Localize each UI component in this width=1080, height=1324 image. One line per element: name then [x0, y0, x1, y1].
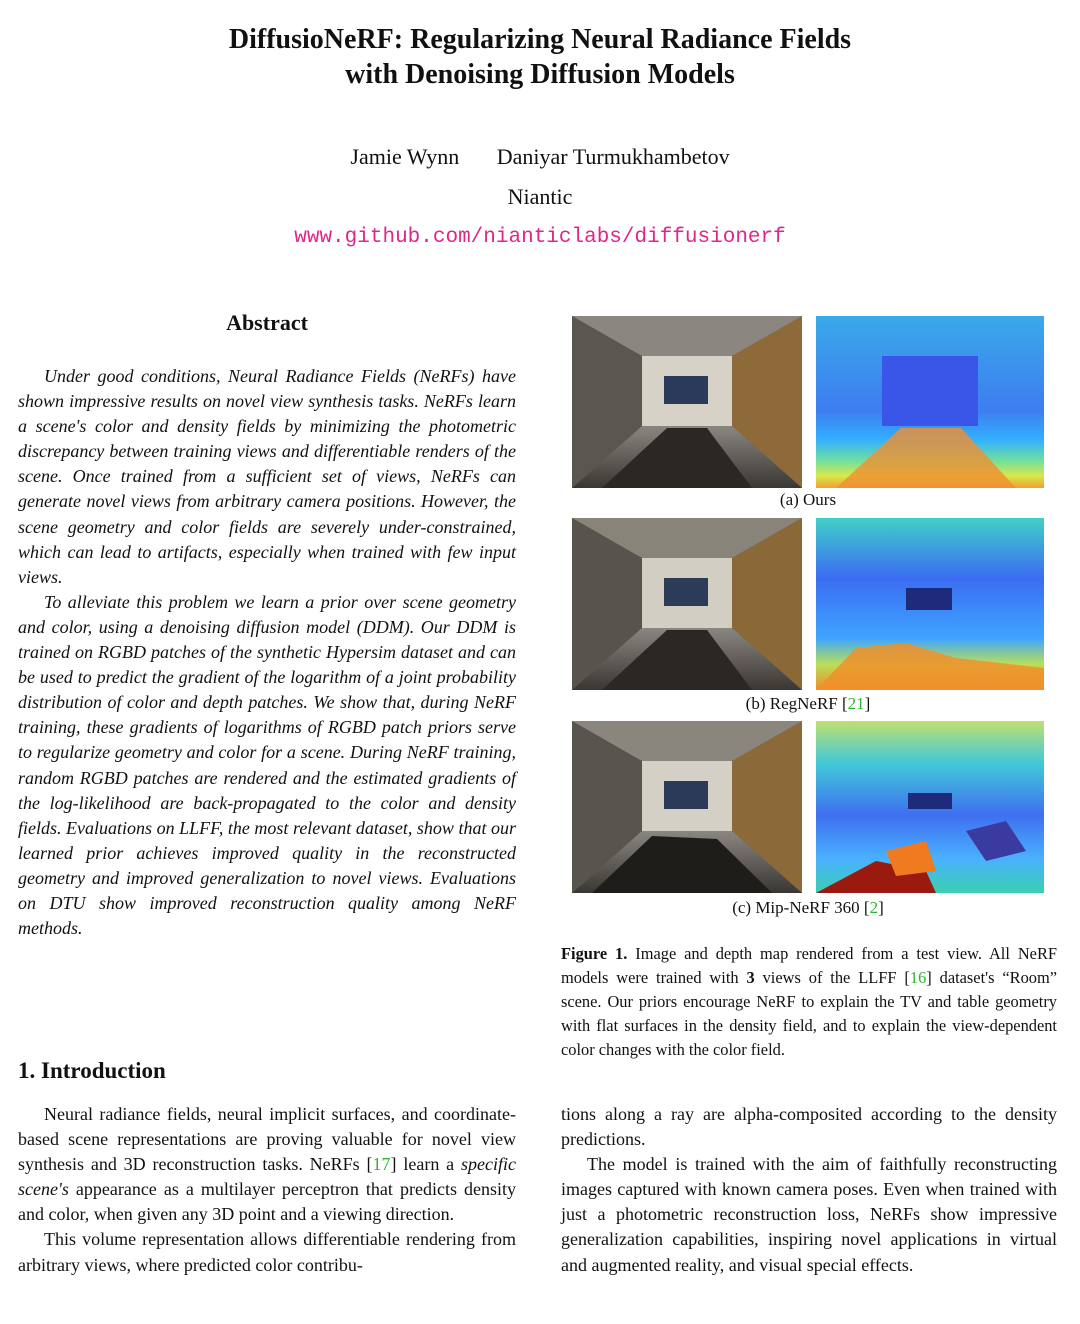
abstract-body — [18, 364, 516, 941]
cite-2[interactable]: 2 — [869, 898, 879, 917]
depth-map-ours — [816, 316, 1044, 488]
subcaption-c — [572, 898, 1044, 918]
author-1: Jamie Wynn — [350, 144, 460, 169]
subcaption-b-text: (b) RegNeRF [ — [745, 694, 848, 713]
affiliation: Niantic — [507, 184, 573, 209]
abstract-heading: Abstract — [226, 310, 308, 335]
introduction-heading: 1. Introduction — [18, 1058, 166, 1083]
caption-text-2: views of the LLFF [ — [754, 968, 910, 987]
github-link[interactable]: www.github.com/nianticlabs/diffusionerf — [294, 226, 786, 249]
intro-right-paragraph-2: The model is trained with the aim of faithfully reconstructing images captured with known camera poses. Even when trained with just a photometric reconstruction loss, NeRFs show impressive generalization capabilities, inspiring novel applications in virtual and augmented reality, and visual special effects. — [561, 1154, 1057, 1275]
title-line-2: with Denoising Diffusion Models — [345, 59, 735, 90]
room-photo-mipnerf360 — [572, 721, 802, 893]
cite-17[interactable]: 17 — [372, 1154, 391, 1175]
caption-text-1: Image and depth map rendered from a test view. All NeRF models were trained with — [561, 944, 1057, 987]
caption-text-3: ] dataset's “Room” scene. Our priors encourage NeRF to explain the TV and table geometry with flat surfaces in the density field, and to explain the view-dependent color changes with the color field. — [561, 968, 1058, 1059]
intro-p1-b: ] learn a — [390, 1154, 461, 1175]
caption-bold: 3 — [746, 968, 755, 987]
depth-map-mipnerf360 — [816, 721, 1044, 893]
figure-label: Figure 1. — [561, 944, 628, 963]
abstract-paragraph-2: To alleviate this problem we learn a prior over scene geometry and color, using a denoising diffusion model (DDM). Our DDM is trained on RGBD patches of the synthetic Hypersim dataset and can be used to predict the gradient of the logarithm of a joint probability distribution of color and depth patches. We show that, during NeRF training, these gradients of logarithms of RGBD patch priors serve to regularize geometry and color for a scene. During NeRF training, random RGBD patches are rendered and the estimated gradients of the log-likelihood are back-propagated to the color and density fields. Evaluations on LLFF, the most relevant dataset, show that our learned prior achieves improved quality in the reconstructed geometry and improved generalization to novel views. Evaluations on DTU show improved reconstruction quality among NeRF methods. — [18, 591, 516, 939]
intro-p1-c: appearance as a multilayer perceptron that predicts density and color, when given any 3D point and a viewing direction. — [18, 1179, 516, 1225]
room-photo-regnerf — [572, 518, 802, 690]
intro-p1-a: Neural radiance fields, neural implicit surfaces, and coordinate-based scene representations are proving valuable for novel view synthesis and 3D reconstruction tasks. NeRFs [ — [18, 1104, 516, 1175]
subcaption-a: (a) Ours — [779, 490, 837, 509]
subcaption-c-text: (c) Mip-NeRF 360 [ — [732, 898, 870, 917]
cite-16[interactable]: 16 — [909, 968, 927, 987]
author-list — [0, 144, 1080, 170]
title-line-1: DiffusioNeRF: Regularizing Neural Radiance Fields — [228, 24, 852, 55]
room-photo-ours — [572, 316, 802, 488]
subcaption-b-close: ] — [864, 694, 871, 713]
subcaption-b — [572, 694, 1044, 714]
intro-left-column — [18, 1102, 516, 1278]
author-2: Daniyar Turmukhambetov — [496, 144, 730, 169]
depth-map-regnerf — [816, 518, 1044, 690]
intro-p1-emphasis: specific scene's — [18, 1154, 516, 1200]
cite-21[interactable]: 21 — [847, 694, 865, 713]
intro-right-column — [561, 1102, 1057, 1278]
paper-title — [0, 22, 1080, 92]
intro-right-paragraph-1: tions along a ray are alpha-composited according to the density predictions. — [561, 1104, 1057, 1150]
abstract-paragraph-1: Under good conditions, Neural Radiance Fields (NeRFs) have shown impressive results on novel view synthesis tasks. NeRFs learn a scene's color and density fields by minimizing the photometric discrepancy between training views and differentiable renders of the scene. Once trained from a sufficient set of views, NeRFs can generate novel views from arbitrary camera positions. However, the scene geometry and color fields are severely under-constrained, which can lead to artifacts, especially when trained with few input views. — [18, 366, 516, 587]
subcaption-c-close: ] — [878, 898, 884, 917]
figure-1-caption — [561, 942, 1057, 1062]
intro-paragraph-2: This volume representation allows differentiable rendering from arbitrary views, where predicted color contribu- — [18, 1229, 516, 1275]
intro-paragraph-1 — [18, 1102, 516, 1227]
